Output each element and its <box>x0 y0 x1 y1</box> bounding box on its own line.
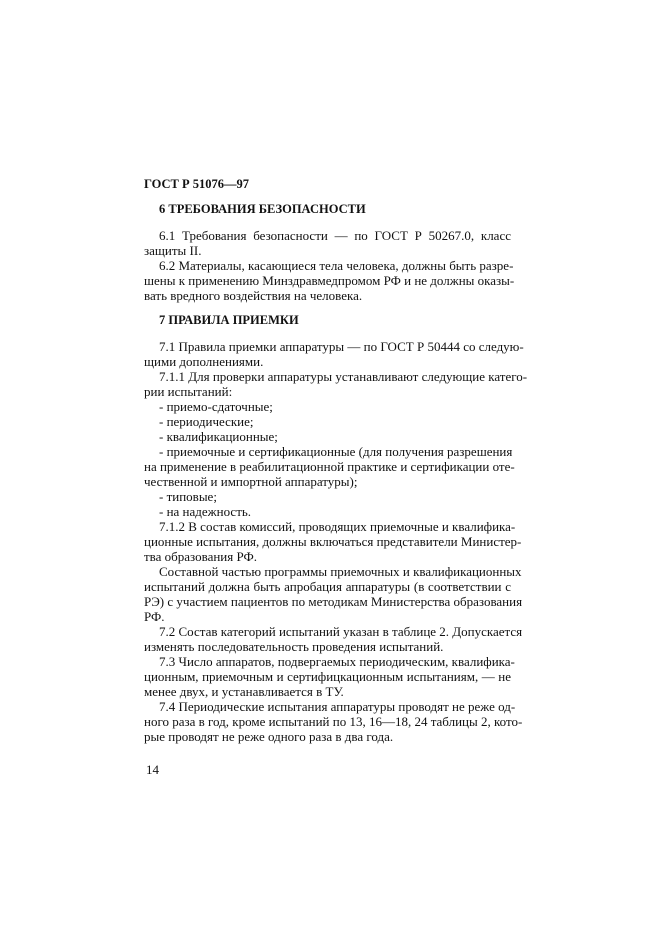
list-item: - на надежность. <box>159 504 252 519</box>
text-line: 7.3 Число аппаратов, подвергаемых периодическим, квалифика- <box>159 654 515 669</box>
page-number: 14 <box>146 762 159 777</box>
text-line: 6.2 Материалы, касающиеся тела человека, должны быть разре- <box>159 258 514 273</box>
list-item: - приемо-сдаточные; <box>159 399 273 414</box>
text-line: ционным, приемочным и сертифицкационным испытаниям, — не <box>144 669 511 684</box>
text-line: 6.1 Требования безопасности — по ГОСТ Р 50267.0, класс <box>159 228 511 243</box>
text-line: вать вредного воздействия на человека. <box>144 288 363 303</box>
text-line: ционные испытания, должны включаться представители Министер- <box>144 534 522 549</box>
text-line: Составной частью программы приемочных и квалификационных <box>159 564 522 579</box>
text-line: ного раза в год, кроме испытаний по 13, 16—18, 24 таблицы 2, кото- <box>144 714 523 729</box>
document-header: ГОСТ Р 51076—97 <box>144 177 250 191</box>
text-line: РФ. <box>144 609 165 624</box>
text-line: 7.1.1 Для проверки аппаратуры устанавливают следующие катего- <box>159 369 528 384</box>
list-item: - приемочные и сертификационные (для получения разрешения <box>159 444 513 459</box>
text-line: рии испытаний: <box>144 384 233 399</box>
text-line: 7.2 Состав категорий испытаний указан в таблице 2. Допускается <box>159 624 523 639</box>
list-item: - типовые; <box>159 489 217 504</box>
text-line: защиты II. <box>144 243 202 258</box>
text-line: шены к применению Минздравмедпромом РФ и не должны оказы- <box>144 273 515 288</box>
text-line: менее двух, и устанавливается в ТУ. <box>144 684 344 699</box>
section-6-heading: 6 ТРЕБОВАНИЯ БЕЗОПАСНОСТИ <box>159 202 366 216</box>
list-item: - периодические; <box>159 414 254 429</box>
list-item: - квалификационные; <box>159 429 278 444</box>
text-line: чественной и импортной аппаратуры); <box>144 474 358 489</box>
text-line: испытаний должна быть апробация аппаратуры (в соответствии с <box>144 579 511 594</box>
text-line: РЭ) с участием пациентов по методикам Министерства образования <box>144 594 523 609</box>
text-line: изменять последовательность проведения испытаний. <box>144 639 444 654</box>
section-7-heading: 7 ПРАВИЛА ПРИЕМКИ <box>159 313 299 327</box>
text-line: рые проводят не реже одного раза в два года. <box>144 729 394 744</box>
text-line: 7.1.2 В состав комиссий, проводящих приемочные и квалифика- <box>159 519 516 534</box>
text-line: на применение в реабилитационной практике и сертификации оте- <box>144 459 515 474</box>
text-line: тва образования РФ. <box>144 549 258 564</box>
text-line: 7.1 Правила приемки аппаратуры — по ГОСТ Р 50444 со следую- <box>159 339 524 354</box>
text-line: щими дополнениями. <box>144 354 264 369</box>
text-line: 7.4 Периодические испытания аппаратуры проводят не реже од- <box>159 699 516 714</box>
